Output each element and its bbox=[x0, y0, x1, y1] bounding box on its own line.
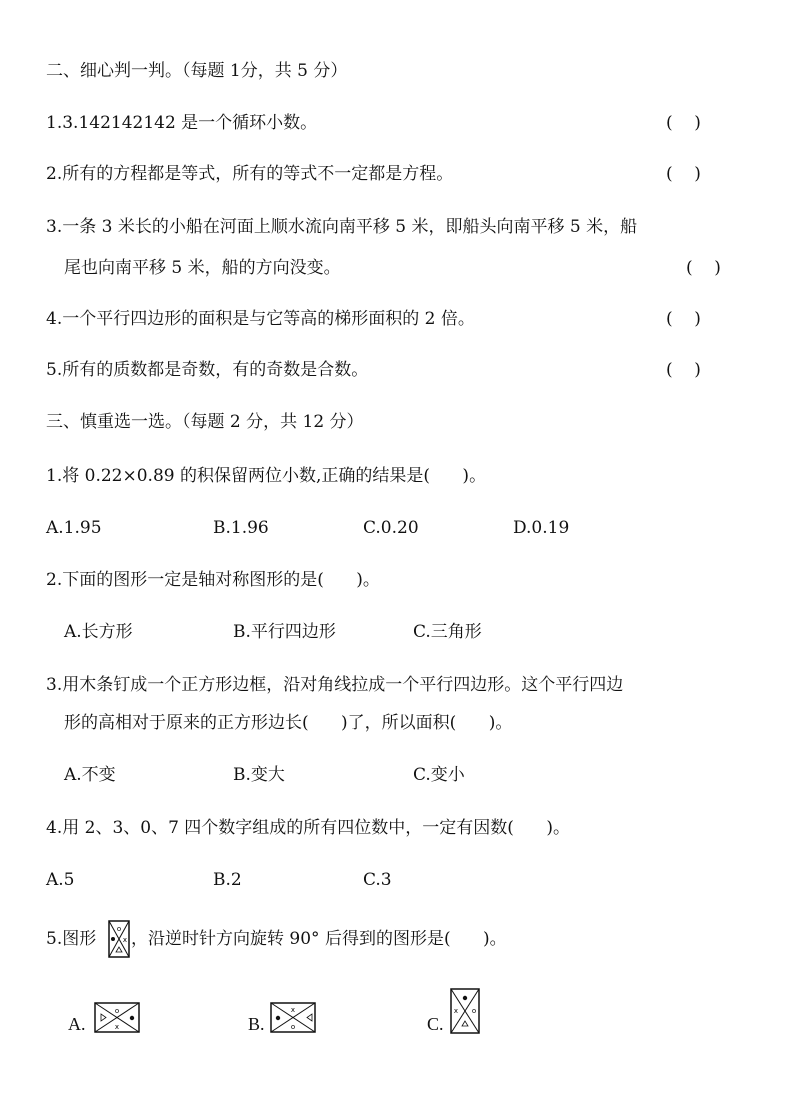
option-b[interactable]: B.变大 bbox=[233, 765, 285, 785]
answer-paren[interactable]: ( ) bbox=[666, 164, 701, 184]
svg-text:x: x bbox=[114, 1023, 120, 1031]
figure-option-b-icon bbox=[270, 1002, 316, 1033]
rotation-figure-icon bbox=[108, 920, 130, 958]
answer-paren[interactable]: ( ) bbox=[666, 360, 701, 380]
svg-text:x: x bbox=[290, 1006, 296, 1014]
option-c[interactable]: C.0.20 bbox=[363, 518, 419, 538]
answer-paren[interactable]: ( ) bbox=[686, 258, 721, 278]
option-b[interactable]: B.1.96 bbox=[213, 518, 269, 538]
judge-item-3-line1: 3.一条 3 米长的小船在河面上顺水流向南平移 5 米，即船头向南平移 5 米，船 bbox=[46, 217, 638, 237]
option-a[interactable]: A. bbox=[68, 1014, 86, 1034]
svg-text:o: o bbox=[114, 1007, 120, 1015]
svg-text:x: x bbox=[122, 936, 128, 944]
option-b[interactable]: B.平行四边形 bbox=[233, 622, 336, 642]
option-a[interactable]: A.1.95 bbox=[46, 518, 102, 538]
answer-paren[interactable]: ( ) bbox=[666, 113, 701, 133]
svg-text:o: o bbox=[471, 1007, 477, 1015]
option-a[interactable]: A.长方形 bbox=[64, 622, 133, 642]
option-c[interactable]: C. bbox=[427, 1014, 444, 1034]
choice-q3-line2: 形的高相对于原来的正方形边长( )了，所以面积( )。 bbox=[64, 713, 513, 733]
choice-q2: 2.下面的图形一定是轴对称图形的是( )。 bbox=[46, 570, 380, 590]
svg-text:o: o bbox=[290, 1023, 296, 1031]
judge-item-3-line2: 尾也向南平移 5 米，船的方向没变。 bbox=[64, 258, 341, 278]
option-a[interactable]: A.不变 bbox=[64, 765, 116, 785]
svg-text:o: o bbox=[116, 925, 122, 933]
judge-item-1: 1.3.142142142 是一个循环小数。 bbox=[46, 113, 318, 133]
choice-q4: 4.用 2、3、0、7 四个数字组成的所有四位数中，一定有因数( )。 bbox=[46, 818, 570, 838]
option-b[interactable]: B.2 bbox=[213, 870, 242, 890]
option-c[interactable]: C.三角形 bbox=[413, 622, 482, 642]
option-a[interactable]: A.5 bbox=[46, 870, 75, 890]
svg-text:x: x bbox=[453, 1007, 459, 1015]
section2-heading: 二、细心判一判。（每题 1分，共 5 分） bbox=[46, 61, 348, 81]
choice-q5-prefix: 5.图形 bbox=[46, 929, 97, 949]
choice-q1: 1.将 0.22×0.89 的积保留两位小数,正确的结果是( )。 bbox=[46, 466, 487, 486]
answer-paren[interactable]: ( ) bbox=[666, 309, 701, 329]
choice-q3-line1: 3.用木条钉成一个正方形边框，沿对角线拉成一个平行四边形。这个平行四边 bbox=[46, 675, 624, 695]
choice-q5-suffix: ，沿逆时针方向旋转 90° 后得到的图形是( )。 bbox=[131, 929, 507, 949]
option-c[interactable]: C.3 bbox=[363, 870, 392, 890]
judge-item-4: 4.一个平行四边形的面积是与它等高的梯形面积的 2 倍。 bbox=[46, 309, 475, 329]
judge-item-5: 5.所有的质数都是奇数，有的奇数是合数。 bbox=[46, 360, 369, 380]
section3-heading: 三、慎重选一选。（每题 2 分，共 12 分） bbox=[46, 412, 364, 432]
option-c[interactable]: C.变小 bbox=[413, 765, 465, 785]
figure-option-a-icon bbox=[94, 1002, 140, 1033]
option-b[interactable]: B. bbox=[248, 1014, 265, 1034]
judge-item-2: 2.所有的方程都是等式，所有的等式不一定都是方程。 bbox=[46, 164, 454, 184]
figure-option-c-icon bbox=[450, 988, 480, 1034]
option-d[interactable]: D.0.19 bbox=[513, 518, 570, 538]
